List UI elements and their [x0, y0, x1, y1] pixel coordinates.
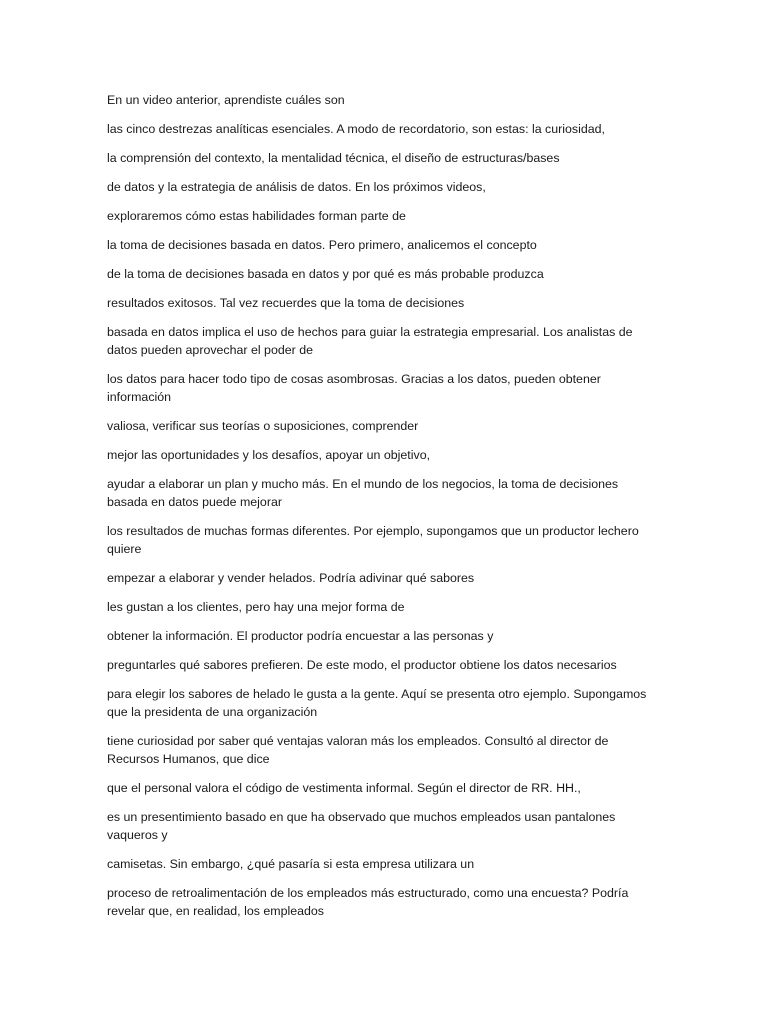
paragraph-19: para elegir los sabores de helado le gusta a la gente. Aquí se presenta otro ejemplo. Supongamos que la presidenta de una organización — [107, 687, 647, 719]
paragraph-8: resultados exitosos. Tal vez recuerdes que la toma de decisiones — [107, 296, 465, 310]
paragraph-14: los resultados de muchas formas diferentes. Por ejemplo, supongamos que un productor lechero quiere — [107, 524, 639, 556]
document-body — [107, 91, 655, 931]
paragraph-12: mejor las oportunidades y los desafíos, apoyar un objetivo, — [107, 448, 431, 462]
paragraph-20: tiene curiosidad por saber qué ventajas valoran más los empleados. Consultó al director de Recursos Humanos, que dice — [107, 734, 609, 766]
paragraph-17: obtener la información. El productor podría encuestar a las personas y — [107, 629, 494, 643]
paragraph-16: les gustan a los clientes, pero hay una mejor forma de — [107, 600, 405, 614]
paragraph-24: proceso de retroalimentación de los empleados más estructurado, como una encuesta? Podría revelar que, en realidad, los empleados — [107, 886, 629, 918]
paragraph-2: las cinco destrezas analíticas esenciales. A modo de recordatorio, son estas: la curiosidad, — [107, 122, 605, 136]
paragraph-18: preguntarles qué sabores prefieren. De este modo, el productor obtiene los datos necesarios — [107, 658, 617, 672]
paragraph-13: ayudar a elaborar un plan y mucho más. En el mundo de los negocios, la toma de decisiones basada en datos puede mejorar — [107, 477, 619, 509]
paragraph-1: En un video anterior, aprendiste cuáles son — [107, 93, 345, 107]
paragraph-22: es un presentimiento basado en que ha observado que muchos empleados usan pantalones vaqueros y — [107, 810, 616, 842]
paragraph-6: la toma de decisiones basada en datos. Pero primero, analicemos el concepto — [107, 238, 537, 252]
paragraph-23: camisetas. Sin embargo, ¿qué pasaría si esta empresa utilizara un — [107, 857, 475, 871]
paragraph-7: de la toma de decisiones basada en datos y por qué es más probable produzca — [107, 267, 544, 281]
paragraph-9: basada en datos implica el uso de hechos para guiar la estrategia empresarial. Los analistas de datos pueden aprovechar el poder de — [107, 325, 633, 357]
paragraph-15: empezar a elaborar y vender helados. Podría adivinar qué sabores — [107, 571, 475, 585]
paragraph-4: de datos y la estrategia de análisis de datos. En los próximos videos, — [107, 180, 486, 194]
paragraph-11: valiosa, verificar sus teorías o suposiciones, comprender — [107, 419, 419, 433]
paragraph-10: los datos para hacer todo tipo de cosas asombrosas. Gracias a los datos, pueden obtener información — [107, 372, 601, 404]
paragraph-3: la comprensión del contexto, la mentalidad técnica, el diseño de estructuras/bases — [107, 151, 560, 165]
paragraph-5: exploraremos cómo estas habilidades forman parte de — [107, 209, 406, 223]
paragraph-21: que el personal valora el código de vestimenta informal. Según el director de RR. HH., — [107, 781, 581, 795]
